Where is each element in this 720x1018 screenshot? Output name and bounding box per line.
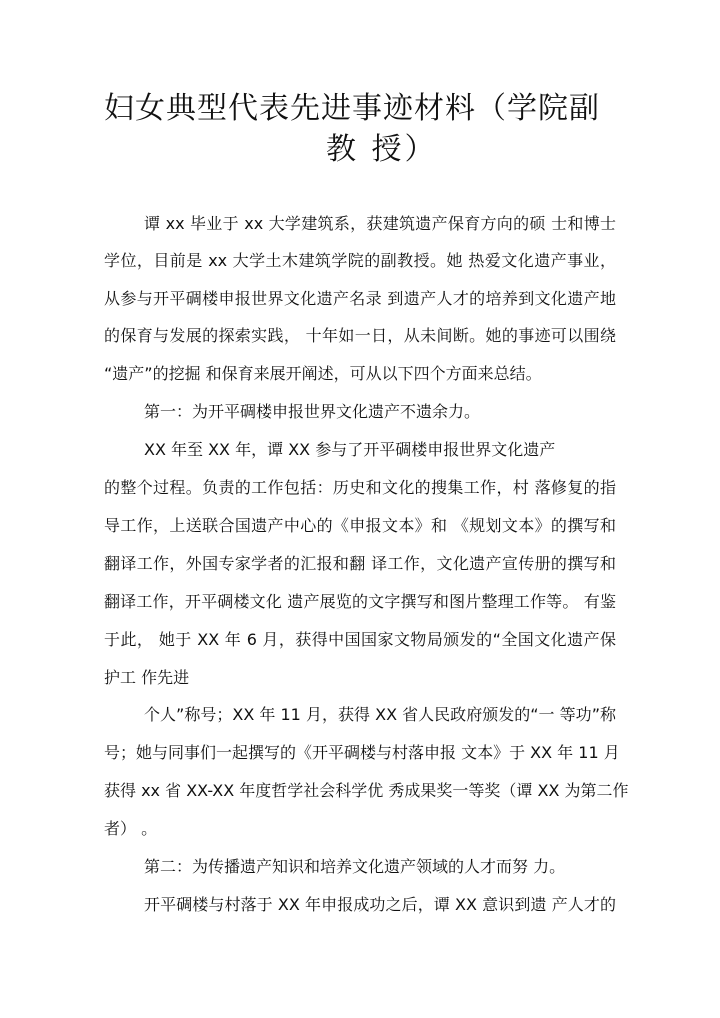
body-line: 第二：为传播遗产知识和培养文化遗产领域的人才而努 力。	[144, 857, 566, 876]
document-title-line-1: 妇女典型代表先进事迹材料（学院副	[104, 91, 600, 126]
body-line: 者） 。	[104, 819, 158, 838]
body-line: 的整个过程。负责的工作包括：历史和文化的搜集工作，村 落修复的指	[104, 478, 616, 497]
body-line: 的保育与发展的探索实践， 十年如一日，从未间断。她的事迹可以围绕	[104, 326, 616, 345]
body-line: 开平碉楼与村落于 XX 年申报成功之后，谭 XX 意识到遗 产人才的	[144, 895, 616, 914]
body-line: XX 年至 XX 年，谭 XX 参与了开平碉楼申报世界文化遗产	[144, 440, 556, 459]
body-line: 个人”称号；XX 年 11 月，获得 XX 省人民政府颁发的“一 等功”称	[144, 705, 616, 724]
body-line: 翻译工作，外国专家学者的汇报和翻 译工作，文化遗产宣传册的撰写和	[104, 554, 616, 573]
body-line: 谭 xx 毕业于 xx 大学建筑系，获建筑遗产保育方向的硕 士和博士	[144, 214, 616, 233]
body-line: 从参与开平碉楼申报世界文化遗产名录 到遗产人才的培养到文化遗产地	[104, 289, 616, 308]
document-title-line-2: 教 授）	[326, 132, 438, 167]
body-line: 护工 作先进	[104, 668, 190, 687]
body-line: 号；她与同事们一起撰写的《开平碉楼与村落申报 文本》于 XX 年 11 月	[104, 743, 620, 762]
body-line: 第一：为开平碉楼申报世界文化遗产不遗余力。	[144, 402, 481, 421]
body-line: “遗产”的挖掘 和保育来展开阐述，可从以下四个方面来总结。	[104, 364, 542, 383]
body-line: 获得 xx 省 XX-XX 年度哲学社会科学优 秀成果奖一等奖（谭 XX 为第二作	[104, 781, 629, 800]
body-line: 学位，目前是 xx 大学土木建筑学院的副教授。她 热爱文化遗产事业，	[104, 251, 616, 270]
body-line: 于此， 她于 XX 年 6 月，获得中国国家文物局颁发的“全国文化遗产保	[104, 630, 616, 649]
body-line: 翻译工作，开平碉楼文化 遗产展览的文字撰写和图片整理工作等。 有鉴	[104, 592, 616, 611]
body-line: 导工作，上送联合国遗产中心的《申报文本》和 《规划文本》的撰写和	[104, 516, 616, 535]
